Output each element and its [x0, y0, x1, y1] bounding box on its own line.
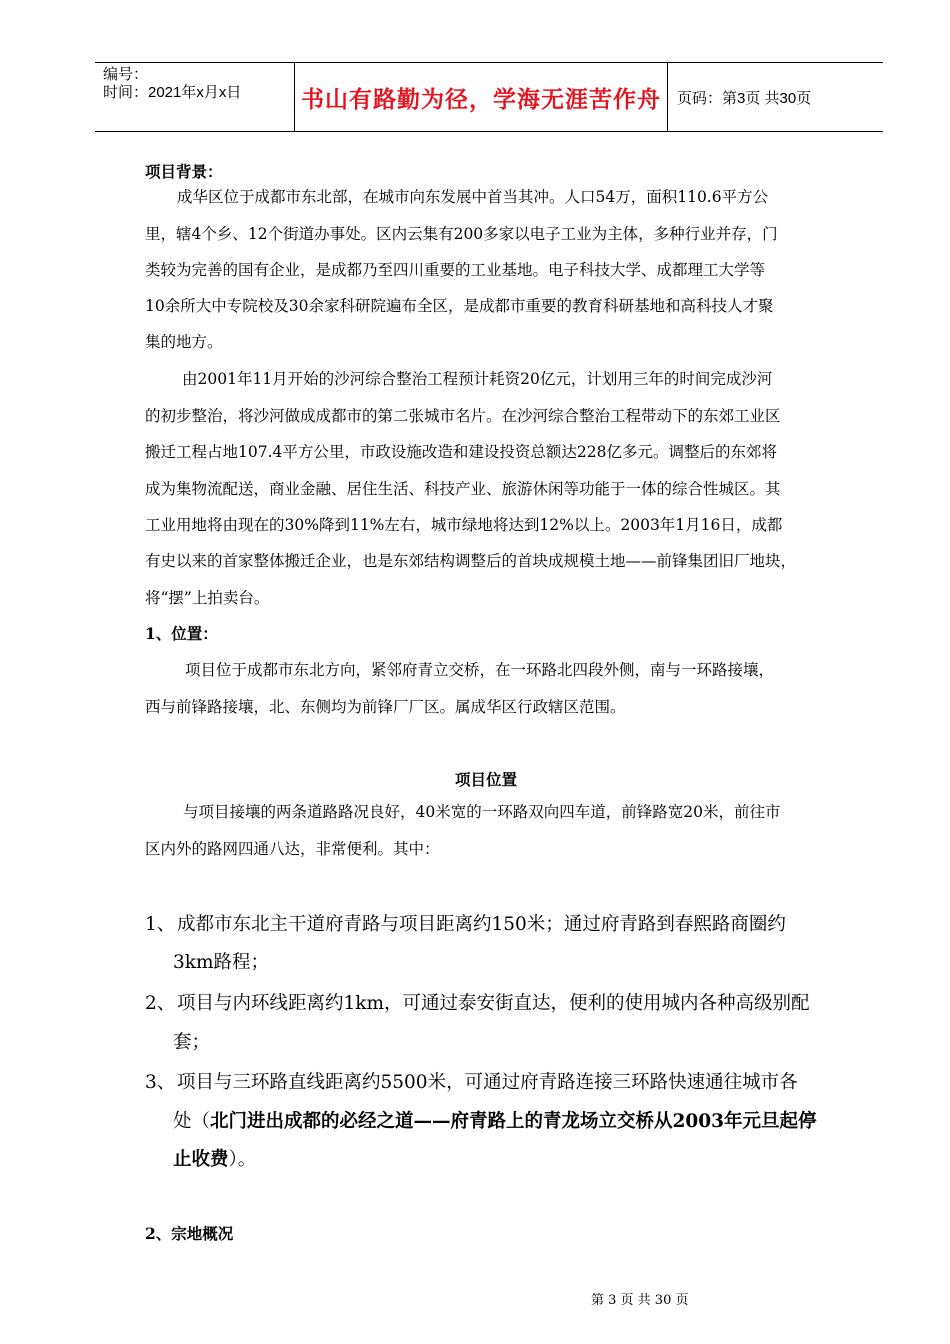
list-item-text: [173, 1145, 256, 1171]
background-line: 成华区位于成都市东北部，在城市向东发展中首当其冲。人口54万，面积110.6平方公: [177, 188, 769, 206]
location-line: 项目位于成都市东北方向，紧邻府青立交桥，在一环路北四段外侧，南与一环路接壤，: [185, 661, 775, 679]
list-item-prefix: 处（: [173, 1111, 211, 1132]
list-item-text: 项目与内环线距离约1km，可通过泰安街直达，便利的使用城内各种高级别配: [177, 993, 810, 1014]
background-line: 由2001年11月开始的沙河综合整治工程预计耗资20亿元，计划用三年的时间完成沙河: [182, 370, 773, 388]
list-item-text: 3km路程；: [173, 952, 270, 973]
list-item-suffix: ）。: [228, 1149, 257, 1170]
background-line: 的初步整治，将沙河做成成都市的第二张城市名片。在沙河综合整治工程带动下的东郊工业区: [145, 407, 781, 425]
document-time-label: 时间：2021年x月x日: [103, 84, 242, 101]
list-item-number: 2、: [145, 993, 176, 1014]
background-line: 10余所大中专院校及30余家科研院遍布全区，是成都市重要的教育科研基地和高科技人才聚: [145, 297, 774, 315]
road-line: 与项目接壤的两条道路路况良好，40米宽的一环路双向四车道，前锋路宽20米，前往市: [183, 803, 781, 821]
list-item-text: 套；: [173, 1032, 211, 1053]
list-item-emphasis: 北门进出成都的必经之道——府青路上的青龙场立交桥从2003年元旦起停: [210, 1111, 817, 1132]
list-item-text: 项目与三环路直线距离约5500米，可通过府青路连接三环路快速通往城市各: [177, 1072, 798, 1093]
list-item-text: [173, 1107, 817, 1133]
background-line: 里，辖4个乡、12个街道办事处。区内云集有200多家以电子工业为主体，多种行业并存，门: [145, 225, 778, 243]
location-heading: 1、位置：: [145, 624, 218, 643]
site-heading: 2、宗地概况: [145, 1224, 234, 1243]
header-page-label: 页码：第3页 共30页: [677, 89, 812, 107]
page-header: [95, 62, 883, 132]
background-line: 集的地方。: [145, 333, 223, 351]
document-number-label: 编号：: [103, 66, 149, 83]
figure-title: 项目位置: [455, 770, 518, 789]
background-line: 成为集物流配送，商业金融、居住生活、科技产业、旅游休闲等功能于一体的综合性城区。其: [145, 480, 781, 498]
background-line: 将“摆”上拍卖台。: [145, 589, 270, 607]
header-meta: [95, 63, 295, 131]
background-line: 工业用地将由现在的30%降到11%左右，城市绿地将达到12%以上。2003年1月16日，成都: [145, 516, 783, 534]
background-line: 类较为完善的国有企业，是成都乃至四川重要的工业基地。电子科技大学、成都理工大学等: [145, 261, 766, 279]
background-heading: 项目背景：: [145, 162, 223, 181]
header-motto: 书山有路勤为径，学海无涯苦作舟: [295, 63, 668, 131]
road-line: 区内外的路网四通八达，非常便利。其中：: [145, 840, 440, 858]
list-item-text: 成都市东北主干道府青路与项目距离约150米；通过府青路到春熙路商圈约: [177, 914, 786, 935]
background-line: 有史以来的首家整体搬迁企业，也是东郊结构调整后的首块成规模土地——前锋集团旧厂地块，: [145, 552, 797, 570]
location-line: 西与前锋路接壤，北、东侧均为前锋厂厂区。属成华区行政辖区范围。: [145, 698, 626, 716]
background-line: 搬迁工程占地107.4平方公里，市政设施改造和建设投资总额达228亿多元。调整后的东郊将: [145, 443, 777, 461]
page-footer: 第 3 页 共 30 页: [591, 1293, 689, 1308]
list-item-emphasis: 止收费: [173, 1149, 229, 1170]
list-item-number: 1、: [145, 914, 176, 935]
list-item-number: 3、: [145, 1072, 176, 1093]
